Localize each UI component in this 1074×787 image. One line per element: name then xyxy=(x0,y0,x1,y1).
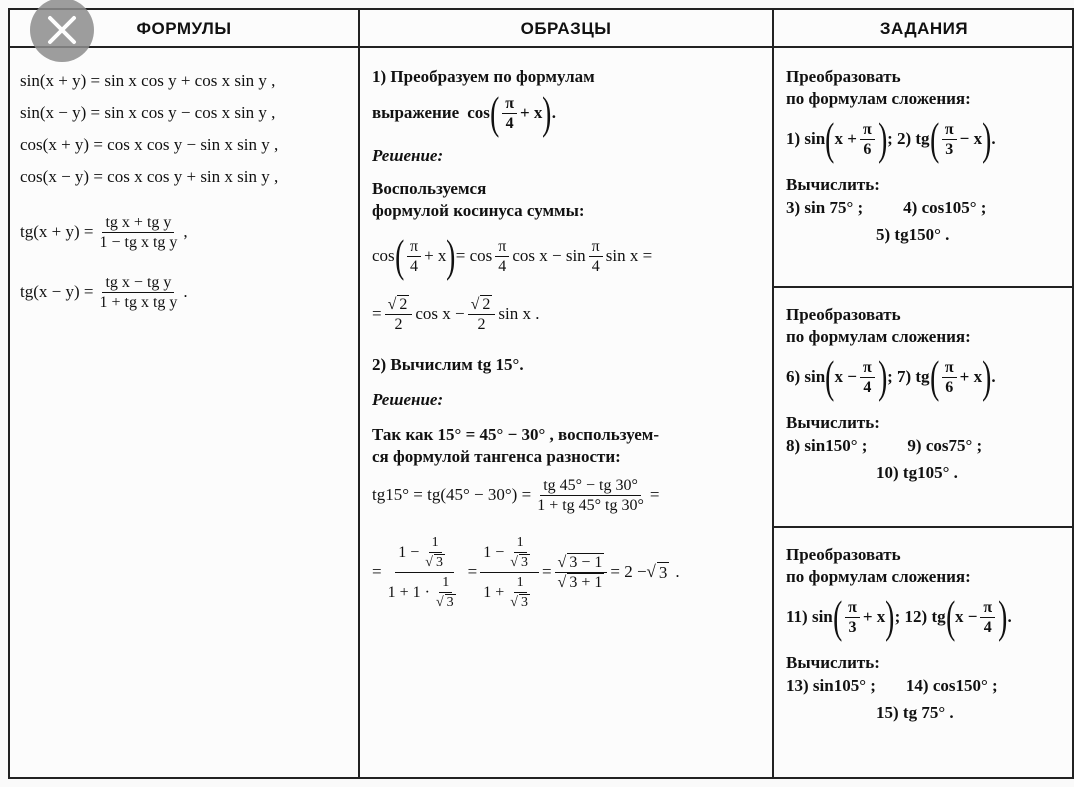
header-formulas: ФОРМУЛЫ xyxy=(136,19,232,38)
solution-label-2: Решение: xyxy=(372,390,444,409)
sample2-title: 2) Вычислим tg 15°. xyxy=(372,355,524,374)
formula-tg-diff: tg(x − y) = $\frac{\text{tg x − tg y}}{\text{1 + tg x tg y}}$ . xyxy=(20,273,188,311)
task1-calc-line1: 3) sin 75° ; 4) cos105° ; xyxy=(786,198,987,217)
task2-expressions: 6) sin ( x − $\frac{\pi}{4}$ ) ; 7) tg ( $\frac{\pi}{6}$ + x ) . xyxy=(786,351,996,402)
tg15-step2: = 1 − $\frac{1}{√ 3}$ 1 + 1 · $\frac{1}{√ 3}$ = 1 − $\frac{1}{√ 3}$ 1 + $\frac{1}{√ 3}$ = $\frac{√ 3 - 1}{√ 3 + 1}$ = 2 − √ 3 . xyxy=(372,534,680,610)
tg15-step1: tg15° = tg(45° − 30°) = $\frac{tg 45^\circ - tg 30^\circ}{1 + tg 45^\circ tg 30^\circ}$ = xyxy=(372,476,660,514)
task2-calc-label: Вычислить: xyxy=(786,413,880,432)
sample1-expression: выражение cos ( $\frac{\pi}{4}$ + x ) . xyxy=(372,87,556,138)
task1-expressions: 1) sin ( x + $\frac{\pi}{6}$ ) ; 2) tg ( $\frac{\pi}{3}$ − x ) . xyxy=(786,113,996,164)
task3-calc-line1: 13) sin105° ; 14) cos150° ; xyxy=(786,676,998,695)
task3-subtitle: по формулам сложения: xyxy=(786,567,971,586)
since-line2: ся формулой тангенса разности: xyxy=(372,447,621,466)
formulas-list xyxy=(20,70,278,322)
formula-table xyxy=(8,8,1074,779)
formula-tg-sum: tg(x + y) = $\frac{\text{tg x + tg y}}{\text{1 − tg x tg y}}$ , xyxy=(20,213,188,251)
use-formula-line1: Воспользуемся xyxy=(372,179,487,198)
formula-cos-sum: cos(x + y) = cos x cos y − sin x sin y , xyxy=(20,135,279,154)
task2-title: Преобразовать xyxy=(786,305,901,324)
task3-calc-line2: 15) tg 75° . xyxy=(876,703,954,722)
cos-sum-result: = $\frac{√ 2}{2}$ cos x − $\frac{√ 2}{2}$ sin x . xyxy=(372,295,540,333)
samples-block xyxy=(372,66,764,622)
task2-subtitle: по формулам сложения: xyxy=(786,327,971,346)
task1-calc-label: Вычислить: xyxy=(786,175,880,194)
tasks-block-1 xyxy=(786,66,1070,250)
header-tasks: ЗАДАНИЯ xyxy=(879,19,969,38)
task1-calc-line2: 5) tg150° . xyxy=(876,225,950,244)
sample1-title: 1) Преобразуем по формулам xyxy=(372,67,595,86)
formula-sin-diff: sin(x − y) = sin x cos y − cos x sin y , xyxy=(20,103,276,122)
task3-calc-label: Вычислить: xyxy=(786,653,880,672)
cos-sum-expansion: cos ( $\frac{\pi}{4}$ + x ) = cos $\frac{\pi}{4}$ cos x − sin $\frac{\pi}{4}$ sin x = xyxy=(372,230,653,281)
task1-title: Преобразовать xyxy=(786,67,901,86)
task3-title: Преобразовать xyxy=(786,545,901,564)
header-samples: ОБРАЗЦЫ xyxy=(520,19,612,38)
formula-sin-sum: sin(x + y) = sin x cos y + cos x sin y , xyxy=(20,71,276,90)
task3-expressions: 11) sin ( $\frac{\pi}{3}$ + x ) ; 12) tg ( x − $\frac{\pi}{4}$ ) . xyxy=(786,591,1012,642)
use-formula-line2: формулой косинуса суммы: xyxy=(372,201,585,220)
task2-calc-line2: 10) tg105° . xyxy=(876,463,958,482)
task2-calc-line1: 8) sin150° ; 9) cos75° ; xyxy=(786,436,983,455)
solution-label-1: Решение: xyxy=(372,146,444,165)
since-line1: Так как 15° = 45° − 30° , воспользуем- xyxy=(372,425,660,444)
tasks-block-3 xyxy=(786,544,1070,728)
formula-cos-diff: cos(x − y) = cos x cos y + sin x sin y , xyxy=(20,167,279,186)
task1-subtitle: по формулам сложения: xyxy=(786,89,971,108)
tasks-block-2 xyxy=(786,304,1070,488)
close-icon[interactable] xyxy=(30,0,94,62)
